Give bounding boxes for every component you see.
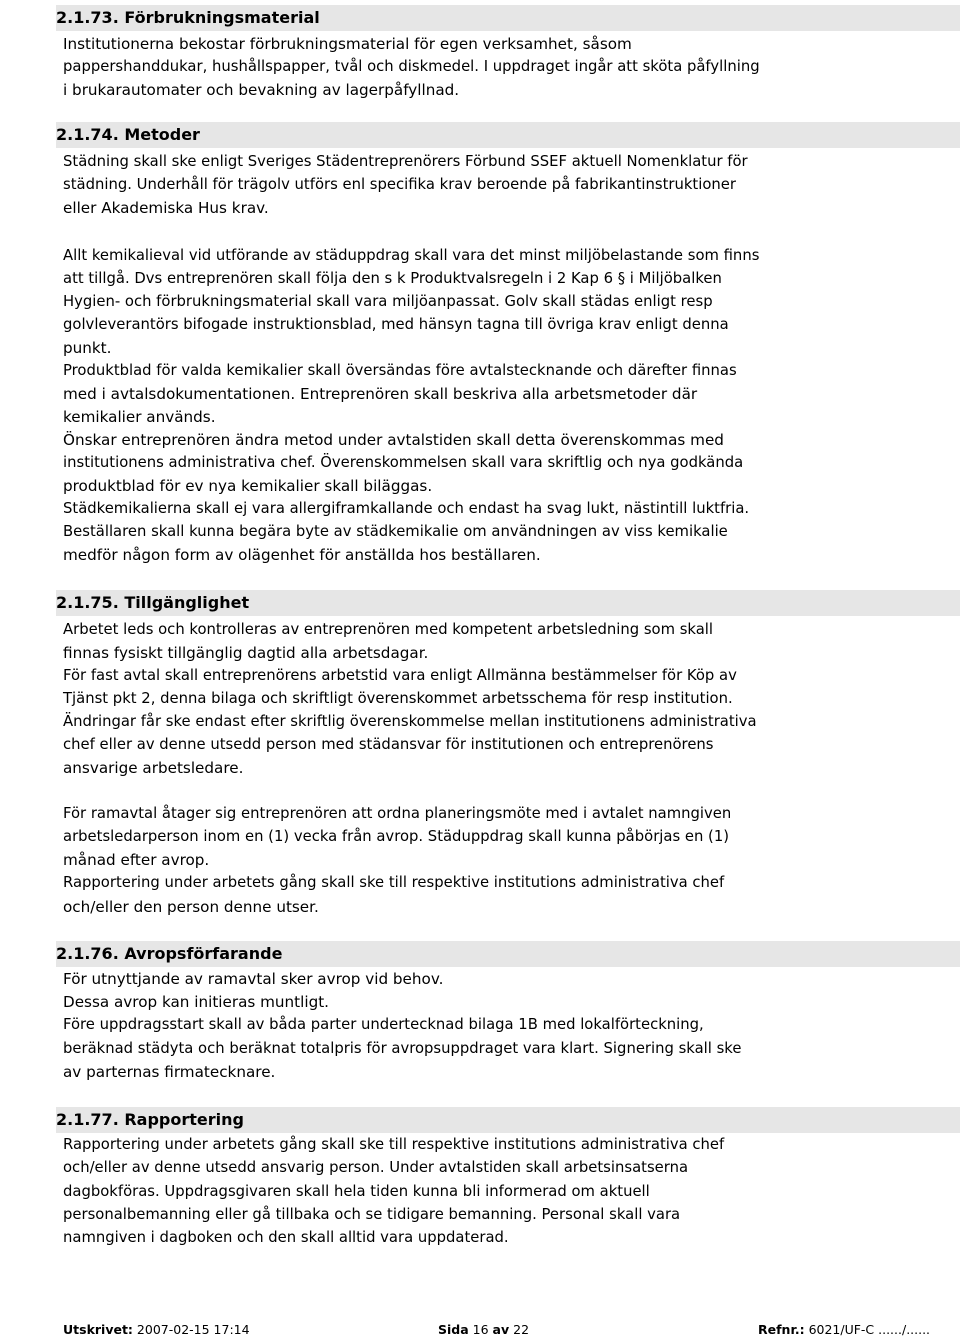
paragraph-line: golvleverantörs bifogade instruktionsblad, med hänsyn tagna till övriga krav enligt denna bbox=[63, 316, 729, 333]
paragraph-line: månad efter avrop. bbox=[63, 851, 210, 869]
paragraph-line: pappershanddukar, hushållspapper, tvål och diskmedel. I uppdraget ingår att sköta påfyllning bbox=[63, 58, 760, 75]
paragraph-line: arbetsledarperson inom en (1) vecka från avrop. Städuppdrag skall kunna påbörjas en (1) bbox=[63, 828, 730, 845]
paragraph-line: Städkemikalierna skall ej vara allergiframkallande och endast ha svag lukt, nästintill luktfria. bbox=[63, 500, 750, 517]
paragraph-line: Önskar entreprenören ändra metod under avtalstiden skall detta överenskommas med bbox=[63, 431, 724, 449]
paragraph-line: att tillgå. Dvs entreprenören skall följa den s k Produktvalsregeln i 2 Kap 6 § i Miljöbalken bbox=[63, 270, 722, 287]
paragraph-line: produktblad för ev nya kemikalier skall biläggas. bbox=[63, 477, 433, 495]
section-heading-bar bbox=[56, 590, 960, 616]
footer-page-label: Sida bbox=[438, 1322, 469, 1337]
paragraph-line: institutionens administrativa chef. Överenskommelsen skall vara skriftlig och nya godkända bbox=[63, 454, 744, 471]
paragraph-line: medför någon form av olägenhet för anställda hos beställaren. bbox=[63, 546, 541, 564]
section-heading-bar bbox=[56, 122, 960, 148]
paragraph-line: Dessa avrop kan initieras muntligt. bbox=[63, 993, 329, 1011]
paragraph-line: Städning skall ske enligt Sveriges Städentreprenörers Förbund SSEF aktuell Nomenklatur för bbox=[63, 153, 748, 170]
paragraph-line: punkt. bbox=[63, 339, 112, 357]
footer-printed-value: 2007-02-15 17:14 bbox=[136, 1322, 250, 1337]
footer-ref-value: 6021/UF-C ....../...... bbox=[808, 1322, 931, 1337]
footer-reference bbox=[758, 1322, 930, 1337]
footer-printed bbox=[63, 1322, 250, 1337]
paragraph-line: Beställaren skall kunna begära byte av städkemikalie om användningen av viss kemikalie bbox=[63, 523, 728, 540]
section-heading-bar bbox=[56, 5, 960, 31]
section-heading: 2.1.77. Rapportering bbox=[56, 1110, 244, 1129]
paragraph-line: namngiven i dagboken och den skall alltid vara uppdaterad. bbox=[63, 1229, 509, 1246]
footer-printed-label: Utskrivet: bbox=[63, 1322, 133, 1337]
paragraph-line: städning. Underhåll för trägolv utförs enl specifika krav beroende på fabrikantinstruktioner bbox=[63, 176, 736, 193]
paragraph-line: kemikalier används. bbox=[63, 408, 216, 426]
paragraph-line: Tjänst pkt 2, denna bilaga och skriftligt överenskommet arbetsschema för resp institution. bbox=[63, 690, 733, 707]
paragraph-line: och/eller den person denne utser. bbox=[63, 898, 319, 916]
paragraph-line: eller Akademiska Hus krav. bbox=[63, 199, 269, 217]
paragraph-line: Produktblad för valda kemikalier skall översändas före avtalstecknande och därefter finnas bbox=[63, 362, 737, 379]
footer-page-total: 22 bbox=[513, 1322, 530, 1337]
paragraph-line: av parternas firmatecknare. bbox=[63, 1063, 276, 1081]
paragraph-line: För ramavtal åtager sig entreprenören att ordna planeringsmöte med i avtalet namngiven bbox=[63, 805, 732, 822]
section-heading: 2.1.74. Metoder bbox=[56, 125, 200, 144]
paragraph-line: dagbokföras. Uppdragsgivaren skall hela tiden kunna bli informerad om aktuell bbox=[63, 1183, 650, 1200]
paragraph-line: beräknad städyta och beräknat totalpris för avropsuppdraget vara klart. Signering skall ske bbox=[63, 1040, 742, 1057]
paragraph-line: Allt kemikalieval vid utförande av städuppdrag skall vara det minst miljöbelastande som finns bbox=[63, 247, 760, 264]
footer-ref-label: Refnr.: bbox=[758, 1322, 805, 1337]
paragraph-line: Arbetet leds och kontrolleras av entreprenören med kompetent arbetsledning som skall bbox=[63, 621, 714, 638]
section-heading-bar bbox=[56, 941, 960, 967]
section-heading: 2.1.75. Tillgänglighet bbox=[56, 593, 250, 612]
section-heading-bar bbox=[56, 1107, 960, 1133]
footer-page-current: 16 bbox=[472, 1322, 489, 1337]
section-heading: 2.1.73. Förbrukningsmaterial bbox=[56, 8, 320, 27]
paragraph-line: och/eller av denne utsedd ansvarig person. Under avtalstiden skall arbetsinsatserna bbox=[63, 1159, 689, 1176]
paragraph-line: Rapportering under arbetets gång skall ske till respektive institutions administrativa chef bbox=[63, 874, 725, 891]
paragraph-line: Före uppdragsstart skall av båda parter undertecknad bilaga 1B med lokalförteckning, bbox=[63, 1016, 704, 1033]
paragraph-line: chef eller av denne utsedd person med städansvar för institutionen och entreprenörens bbox=[63, 736, 714, 753]
paragraph-line: med i avtalsdokumentationen. Entreprenören skall beskriva alla arbetsmetoder där bbox=[63, 385, 698, 403]
paragraph-line: Hygien- och förbrukningsmaterial skall vara miljöanpassat. Golv skall städas enligt resp bbox=[63, 293, 713, 310]
paragraph-line: ansvarige arbetsledare. bbox=[63, 759, 244, 777]
paragraph-line: i brukarautomater och bevakning av lagerpåfyllnad. bbox=[63, 81, 460, 99]
footer-page-of: av bbox=[492, 1322, 510, 1337]
footer-page-number bbox=[438, 1322, 529, 1337]
paragraph-line: personalbemanning eller gå tillbaka och se tidigare bemanning. Personal skall vara bbox=[63, 1206, 681, 1223]
paragraph-line: Ändringar får ske endast efter skriftlig överenskommelse mellan institutionens administrativa bbox=[63, 713, 757, 730]
paragraph-line: För utnyttjande av ramavtal sker avrop vid behov. bbox=[63, 970, 444, 988]
paragraph-line: Institutionerna bekostar förbrukningsmaterial för egen verksamhet, såsom bbox=[63, 35, 632, 53]
paragraph-line: För fast avtal skall entreprenörens arbetstid vara enligt Allmänna bestämmelser för Köp av bbox=[63, 667, 737, 684]
section-heading: 2.1.76. Avropsförfarande bbox=[56, 944, 283, 963]
paragraph-line: Rapportering under arbetets gång skall ske till respektive institutions administrativa chef bbox=[63, 1136, 725, 1153]
paragraph-line: finnas fysiskt tillgänglig dagtid alla arbetsdagar. bbox=[63, 644, 429, 662]
